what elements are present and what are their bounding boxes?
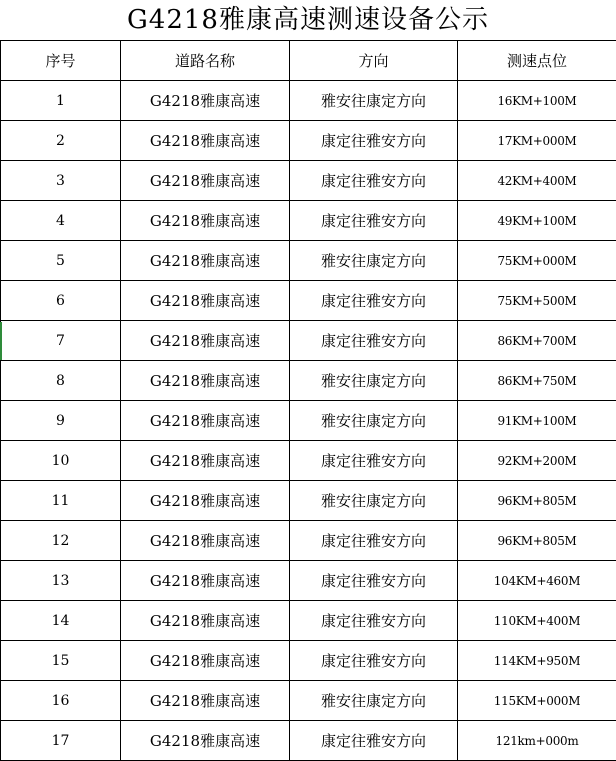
cell-no: 5 xyxy=(1,241,121,281)
cell-no: 3 xyxy=(1,161,121,201)
column-header-no: 序号 xyxy=(1,41,121,81)
cell-road: G4218雅康高速 xyxy=(121,441,290,481)
cell-position: 42KM+400M xyxy=(458,161,616,201)
cell-road: G4218雅康高速 xyxy=(121,481,290,521)
cell-position: 17KM+000M xyxy=(458,121,616,161)
cell-no: 17 xyxy=(1,721,121,761)
cell-no: 11 xyxy=(1,481,121,521)
cell-position: 91KM+100M xyxy=(458,401,616,441)
cell-no: 4 xyxy=(1,201,121,241)
cell-road: G4218雅康高速 xyxy=(121,361,290,401)
cell-direction: 康定往雅安方向 xyxy=(290,521,458,561)
cell-no: 2 xyxy=(1,121,121,161)
cell-direction: 雅安往康定方向 xyxy=(290,401,458,441)
cell-no: 15 xyxy=(1,641,121,681)
cell-direction: 康定往雅安方向 xyxy=(290,441,458,481)
page-title: G4218雅康高速测速设备公示 xyxy=(127,5,489,35)
cell-road: G4218雅康高速 xyxy=(121,321,290,361)
cell-no: 13 xyxy=(1,561,121,601)
table-row xyxy=(1,721,616,761)
cell-position: 16KM+100M xyxy=(458,81,616,121)
cell-direction: 康定往雅安方向 xyxy=(290,321,458,361)
cell-position: 114KM+950M xyxy=(458,641,616,681)
cell-road: G4218雅康高速 xyxy=(121,241,290,281)
table-row xyxy=(1,561,616,601)
table-row xyxy=(1,201,616,241)
cell-direction: 康定往雅安方向 xyxy=(290,281,458,321)
cell-direction: 康定往雅安方向 xyxy=(290,201,458,241)
cell-position: 75KM+500M xyxy=(458,281,616,321)
cell-road: G4218雅康高速 xyxy=(121,401,290,441)
row-selection-marker xyxy=(0,322,2,360)
column-header-position: 测速点位 xyxy=(458,41,616,81)
table-row xyxy=(1,121,616,161)
speed-camera-table xyxy=(0,40,616,761)
cell-position: 115KM+000M xyxy=(458,681,616,721)
cell-direction: 雅安往康定方向 xyxy=(290,361,458,401)
cell-no: 6 xyxy=(1,281,121,321)
table-row xyxy=(1,601,616,641)
cell-road: G4218雅康高速 xyxy=(121,601,290,641)
cell-no: 9 xyxy=(1,401,121,441)
table-row xyxy=(1,521,616,561)
table-header-row xyxy=(1,41,616,81)
cell-no: 16 xyxy=(1,681,121,721)
cell-direction: 康定往雅安方向 xyxy=(290,161,458,201)
table-row xyxy=(1,441,616,481)
table-row xyxy=(1,681,616,721)
cell-road: G4218雅康高速 xyxy=(121,641,290,681)
table-row xyxy=(1,241,616,281)
cell-direction: 康定往雅安方向 xyxy=(290,121,458,161)
cell-no: 12 xyxy=(1,521,121,561)
cell-position: 49KM+100M xyxy=(458,201,616,241)
cell-road: G4218雅康高速 xyxy=(121,561,290,601)
cell-direction: 雅安往康定方向 xyxy=(290,241,458,281)
cell-position: 86KM+750M xyxy=(458,361,616,401)
cell-direction: 康定往雅安方向 xyxy=(290,601,458,641)
table-row xyxy=(1,321,616,361)
table-row xyxy=(1,281,616,321)
cell-position: 75KM+000M xyxy=(458,241,616,281)
table-row xyxy=(1,401,616,441)
cell-position: 92KM+200M xyxy=(458,441,616,481)
cell-direction: 康定往雅安方向 xyxy=(290,641,458,681)
cell-road: G4218雅康高速 xyxy=(121,161,290,201)
cell-direction: 康定往雅安方向 xyxy=(290,561,458,601)
cell-position: 96KM+805M xyxy=(458,481,616,521)
cell-direction: 雅安往康定方向 xyxy=(290,481,458,521)
cell-position: 121km+000m xyxy=(458,721,616,761)
cell-road: G4218雅康高速 xyxy=(121,281,290,321)
table-row xyxy=(1,161,616,201)
table-row xyxy=(1,361,616,401)
table-row xyxy=(1,81,616,121)
table-row xyxy=(1,481,616,521)
cell-road: G4218雅康高速 xyxy=(121,201,290,241)
cell-road: G4218雅康高速 xyxy=(121,521,290,561)
cell-no: 10 xyxy=(1,441,121,481)
cell-direction: 雅安往康定方向 xyxy=(290,681,458,721)
cell-no: 8 xyxy=(1,361,121,401)
cell-position: 96KM+805M xyxy=(458,521,616,561)
cell-position: 110KM+400M xyxy=(458,601,616,641)
cell-no: 7 xyxy=(1,321,121,361)
cell-no: 14 xyxy=(1,601,121,641)
cell-road: G4218雅康高速 xyxy=(121,681,290,721)
table-row xyxy=(1,641,616,681)
cell-position: 86KM+700M xyxy=(458,321,616,361)
cell-direction: 康定往雅安方向 xyxy=(290,721,458,761)
column-header-direction: 方向 xyxy=(290,41,458,81)
cell-no: 1 xyxy=(1,81,121,121)
cell-road: G4218雅康高速 xyxy=(121,81,290,121)
cell-direction: 雅安往康定方向 xyxy=(290,81,458,121)
cell-road: G4218雅康高速 xyxy=(121,121,290,161)
cell-road: G4218雅康高速 xyxy=(121,721,290,761)
column-header-road: 道路名称 xyxy=(121,41,290,81)
cell-position: 104KM+460M xyxy=(458,561,616,601)
